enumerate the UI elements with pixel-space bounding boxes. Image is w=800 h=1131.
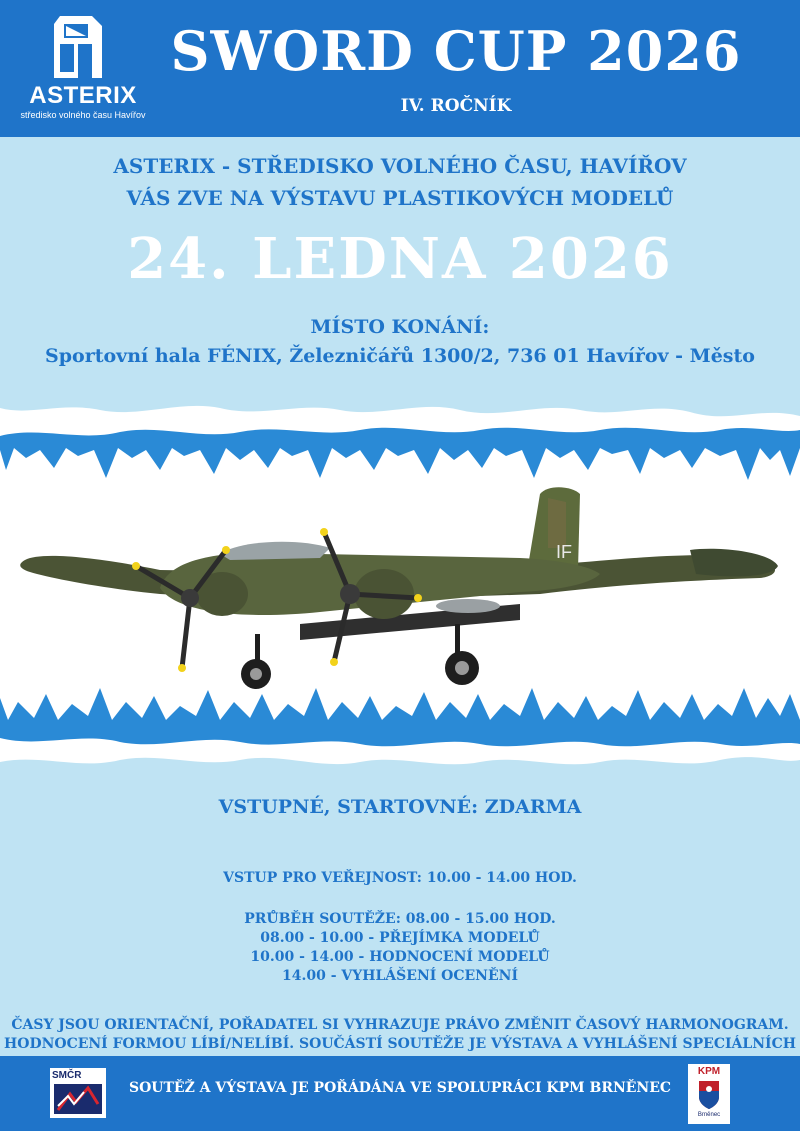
smcr-logo <box>50 1068 106 1118</box>
smcr-logo-label: SMČR <box>52 1070 82 1081</box>
logo-name: ASTERIX <box>29 82 137 109</box>
intro-line-2: VÁS ZVE NA VÝSTAVU PLASTIKOVÝCH MODELŮ <box>126 186 674 210</box>
kpm-logo-sub: Brněnec <box>697 1112 721 1118</box>
tail-code-label: IF <box>556 542 572 562</box>
disclaimer-line-1: ČASY JSOU ORIENTAČNÍ, POŘADATEL SI VYHRAZUJE PRÁVO ZMĚNIT ČASOVÝ HARMONOGRAM. <box>11 1017 789 1033</box>
fees-line: VSTUPNÉ, STARTOVNÉ: ZDARMA <box>218 796 582 818</box>
page-title: SWORD CUP 2026 <box>170 19 742 83</box>
kpm-logo-label: KPM <box>697 1066 721 1077</box>
schedule-item: 14.00 - VYHLÁŠENÍ OCENĚNÍ <box>281 968 518 984</box>
header-banner <box>0 0 800 137</box>
logo-tagline: středisko volného času Havířov <box>20 110 146 120</box>
event-date: 24. LEDNA 2026 <box>127 226 673 292</box>
intro-line-1: ASTERIX - STŘEDISKO VOLNÉHO ČASU, HAVÍŘOV <box>113 154 687 178</box>
schedule-item: 10.00 - 14.00 - HODNOCENÍ MODELŮ <box>250 949 550 965</box>
edition-label: IV. ROČNÍK <box>400 96 512 116</box>
kpm-logo <box>688 1064 730 1124</box>
schedule-list <box>0 910 800 986</box>
aircraft-photo-band <box>0 398 800 778</box>
venue-label: MÍSTO KONÁNÍ: <box>310 316 490 338</box>
footer-banner <box>0 1056 800 1131</box>
asterix-logo-icon <box>52 14 104 80</box>
shield-icon <box>697 1079 721 1111</box>
disclaimer-line-2: HODNOCENÍ FORMOU LÍBÍ/NELÍBÍ. SOUČÁSTÍ SOUTĚŽE JE VÝSTAVA A VYHLÁŠENÍ SPECIÁLNÍCH <box>4 1036 796 1052</box>
footer-text: SOUTĚŽ A VÝSTAVA JE POŘÁDÁNA VE SPOLUPRÁCI KPM BRNĚNEC <box>128 1080 672 1096</box>
asterix-logo <box>18 14 148 124</box>
lightning-icon <box>54 1084 102 1114</box>
venue-address: Sportovní hala FÉNIX, Železničářů 1300/2, 736 01 Havířov - Město <box>45 345 755 367</box>
public-entry-hours: VSTUP PRO VEŘEJNOST: 10.00 - 14.00 HOD. <box>223 870 577 886</box>
schedule-item: 08.00 - 10.00 - PŘEJÍMKA MODELŮ <box>260 930 540 946</box>
schedule-item: PRŮBĚH SOUTĚŽE: 08.00 - 15.00 HOD. <box>244 911 556 927</box>
